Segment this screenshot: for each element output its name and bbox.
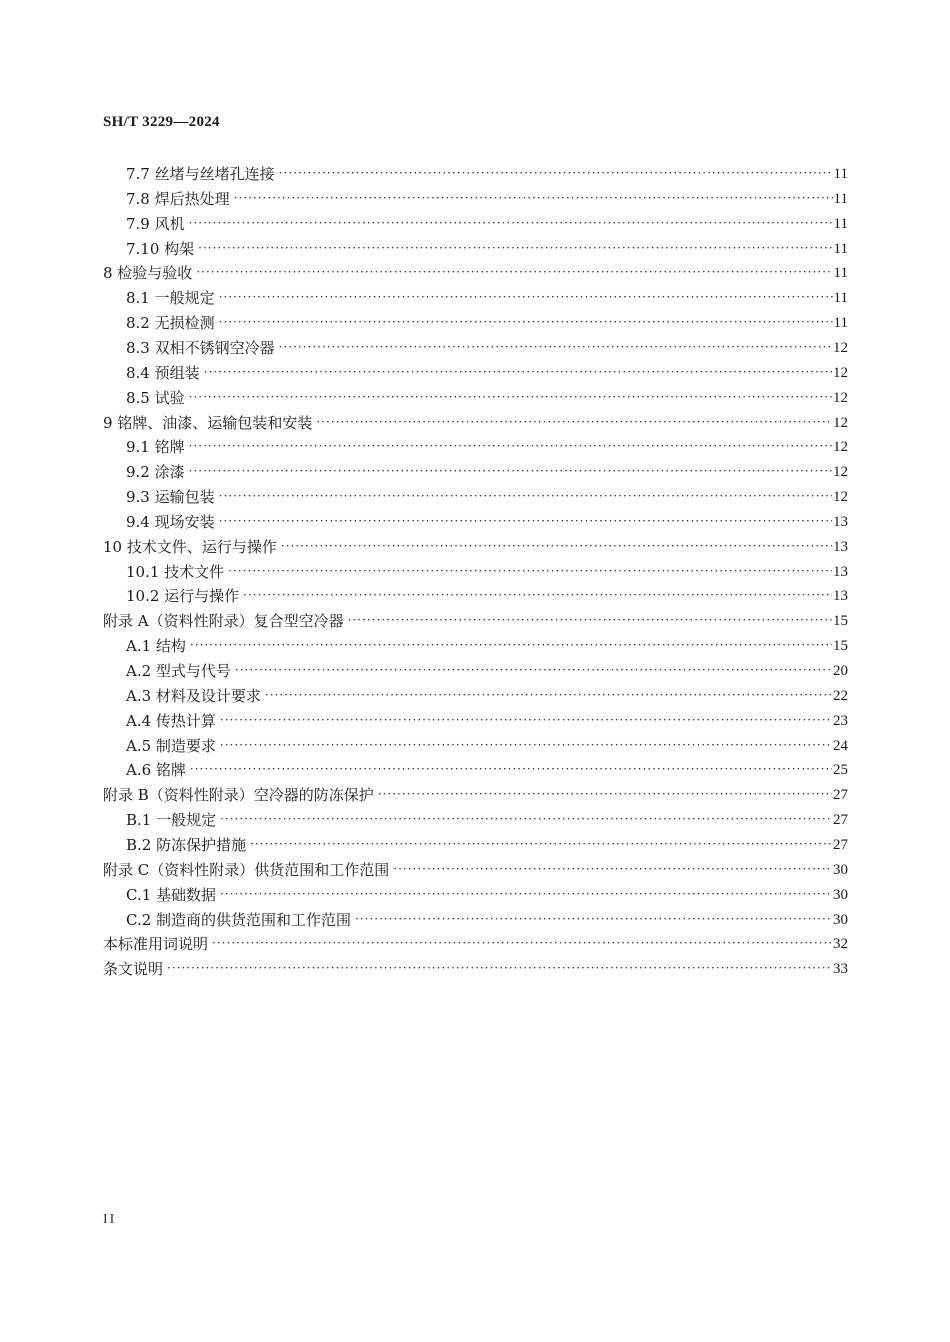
toc-entry[interactable] [103,259,848,283]
toc-entry-page: 13 [833,513,848,530]
toc-entry-label: B.1 一般规定 [126,811,217,830]
toc-entry[interactable] [126,433,848,457]
toc-leader-dots [212,934,832,952]
toc-entry[interactable] [126,235,848,259]
toc-entry-label: A.5 制造要求 [126,736,216,755]
toc-leader-dots [316,413,832,431]
toc-entry-label: 本标准用词说明 [103,935,209,954]
toc-entry-page: 11 [833,215,848,232]
toc-entry-page: 27 [833,812,848,829]
toc-leader-dots [196,263,832,281]
toc-entry-page: 12 [833,439,848,456]
toc-entry-page: 11 [833,315,848,332]
toc-leader-dots [279,338,832,356]
toc-entry[interactable] [103,955,848,979]
toc-entry-page: 11 [833,190,848,207]
page-number: II [103,1212,117,1227]
toc-entry-label: 7.7 丝堵与丝堵孔连接 [126,165,275,183]
toc-entry-label: 附录 A（资料性附录）复合型空冷器 [103,612,344,631]
toc-entry-page: 11 [833,265,848,282]
toc-entry-page: 27 [833,787,848,804]
toc-leader-dots [189,437,832,455]
toc-entry-page: 12 [833,339,848,356]
document-code: SH/T 3229—2024 [103,114,220,130]
toc-entry-page: 12 [833,389,848,406]
toc-leader-dots [167,959,832,977]
toc-leader-dots [393,860,832,878]
toc-leader-dots [189,388,832,406]
toc-leader-dots [355,910,832,928]
toc-entry-label: 9.1 铭牌 [126,438,185,457]
toc-entry[interactable] [126,831,848,855]
toc-entry-label: A.6 铭牌 [126,761,186,780]
toc-leader-dots [189,214,833,232]
toc-entry[interactable] [126,732,848,756]
toc-entry-label: A.2 型式与代号 [126,662,231,680]
toc-entry-label: 7.8 焊后热处理 [126,189,230,208]
toc-entry-page: 27 [833,836,848,853]
toc-entry[interactable] [126,881,848,905]
toc-entry[interactable] [103,409,848,433]
toc-entry-page: 30 [833,861,848,878]
toc-entry[interactable] [103,930,848,954]
toc-entry[interactable] [126,657,848,681]
toc-entry-label: 附录 C（资料性附录）供货范围和工作范围 [103,860,390,879]
toc-entry-label: 8 检验与验收 [103,264,193,283]
toc-leader-dots [204,363,832,381]
toc-entry[interactable] [126,384,848,408]
toc-entry-page: 20 [833,663,848,679]
toc-entry-label: B.2 防冻保护措施 [126,835,247,854]
toc-entry[interactable] [103,856,848,880]
toc-leader-dots [198,239,832,257]
toc-entry-page: 15 [833,638,848,655]
toc-entry-label: C.1 基础数据 [126,885,217,904]
toc-entry[interactable] [126,906,848,930]
toc-entry-page: 11 [833,240,848,257]
toc-entry[interactable] [103,781,848,805]
toc-entry[interactable] [126,632,848,656]
toc-leader-dots [220,711,832,729]
toc-leader-dots [219,288,833,306]
toc-leader-dots [220,885,832,903]
toc-leader-dots [228,562,832,580]
toc-entry-label: 10 技术文件、运行与操作 [103,537,277,556]
toc-entry-label: 9.3 运输包装 [126,488,215,507]
toc-leader-dots [378,785,832,803]
toc-entry-label: 8.2 无损检测 [126,314,215,333]
toc-entry-page: 30 [833,886,848,903]
toc-entry-page: 25 [833,762,848,779]
toc-leader-dots [220,736,832,754]
toc-entry-label: 7.9 风机 [126,214,185,233]
toc-entry-page: 11 [833,290,848,307]
toc-entry-label: 8.1 一般规定 [126,289,215,308]
toc-entry-label: 9 铭牌、油漆、运输包装和安装 [103,413,313,432]
toc-entry-page: 11 [833,166,848,182]
toc-leader-dots [219,313,833,331]
toc-leader-dots [219,512,832,530]
toc-entry-label: A.1 结构 [126,637,186,656]
toc-entry-page: 15 [833,613,848,630]
toc-entry-page: 22 [833,687,848,704]
toc-leader-dots [190,636,832,654]
toc-entry[interactable] [126,756,848,780]
toc-leader-dots [348,611,832,629]
toc-entry-page: 12 [833,464,848,481]
toc-entry[interactable] [103,533,848,557]
toc-entry-label: 9.4 现场安装 [126,512,215,531]
toc-entry-page: 12 [833,364,848,381]
toc-entry[interactable] [126,185,848,209]
toc-entry-label: 条文说明 [103,960,164,979]
toc-entry-label: 10.1 技术文件 [126,562,225,581]
toc-leader-dots [243,586,832,604]
toc-entry[interactable] [126,309,848,333]
toc-leader-dots [250,835,832,853]
toc-entry-page: 32 [833,936,848,953]
toc-entry-label: 7.10 构架 [126,239,195,258]
toc-leader-dots [189,462,832,480]
toc-entry-label: 8.5 试验 [126,388,185,407]
toc-entry[interactable] [126,682,848,706]
toc-entry-label: 附录 B（资料性附录）空冷器的防冻保护 [103,786,374,805]
toc-entry[interactable] [126,707,848,731]
toc-entry[interactable] [126,582,848,606]
toc-entry[interactable] [126,210,848,234]
toc-leader-dots [190,760,832,778]
toc-entry-page: 23 [833,712,848,729]
toc-entry[interactable] [126,284,848,308]
toc-entry[interactable] [126,160,848,184]
toc-entry-page: 13 [833,538,848,555]
toc-leader-dots [235,661,832,679]
toc-entry[interactable] [126,359,848,383]
toc-entry-page: 13 [833,588,848,605]
toc-entry-page: 30 [833,911,848,928]
toc-entry[interactable] [103,607,848,631]
toc-entry[interactable] [126,334,848,358]
toc-entry-label: A.3 材料及设计要求 [126,686,261,705]
toc-leader-dots [279,164,833,182]
toc-entry[interactable] [126,806,848,830]
toc-entry-label: 9.2 涂漆 [126,463,185,482]
toc-entry-page: 24 [833,737,848,754]
toc-leader-dots [265,686,832,704]
toc-leader-dots [281,537,832,555]
toc-entry-label: 8.4 预组装 [126,363,200,382]
toc-entry-label: A.4 传热计算 [126,711,216,730]
toc-entry[interactable] [126,483,848,507]
toc-entry[interactable] [126,508,848,532]
toc-entry-label: 8.3 双相不锈钢空冷器 [126,338,275,357]
toc-entry[interactable] [126,558,848,582]
toc-entry-label: C.2 制造商的供货范围和工作范围 [126,910,352,929]
toc-leader-dots [220,810,832,828]
toc-entry-page: 33 [833,961,848,978]
toc-entry-page: 13 [833,563,848,580]
toc-entry-label: 10.2 运行与操作 [126,587,240,606]
toc-entry-page: 12 [833,414,848,431]
toc-leader-dots [219,487,832,505]
toc-leader-dots [234,189,833,207]
toc-entry[interactable] [126,458,848,482]
toc-entry-page: 12 [833,489,848,506]
